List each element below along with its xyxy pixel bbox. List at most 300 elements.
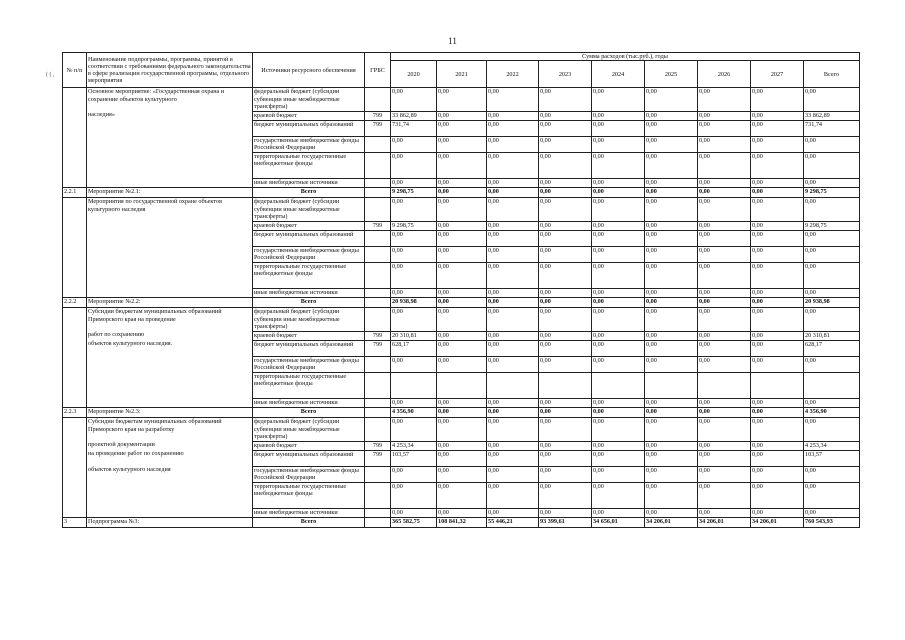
row-value: 0,00 bbox=[487, 356, 539, 372]
row-value: 0,00 bbox=[487, 399, 539, 408]
row-number bbox=[63, 308, 87, 408]
row-source: территориальные государственные внебюджетные фонды bbox=[253, 152, 365, 178]
row-value: 0,00 bbox=[437, 399, 487, 408]
row-value: 0,00 bbox=[698, 188, 751, 198]
row-value: 0,00 bbox=[391, 509, 437, 518]
row-value: 0,00 bbox=[698, 246, 751, 262]
row-value: 0,00 bbox=[539, 230, 592, 246]
row-value: 9 298,75 bbox=[804, 188, 860, 198]
row-value: 0,00 bbox=[437, 230, 487, 246]
row-value: 0,00 bbox=[437, 340, 487, 356]
row-value: 0,00 bbox=[698, 230, 751, 246]
row-value bbox=[391, 372, 437, 398]
row-source: иные внебюджетные источники bbox=[253, 179, 365, 188]
row-value: 33 862,89 bbox=[804, 111, 860, 120]
row-name-line: наследия» bbox=[88, 111, 115, 119]
row-number bbox=[63, 198, 87, 298]
row-value: 0,00 bbox=[437, 188, 487, 198]
row-value: 0,00 bbox=[751, 308, 804, 331]
row-name bbox=[87, 518, 253, 528]
row-value: 0,00 bbox=[592, 340, 645, 356]
row-name-line bbox=[88, 356, 251, 372]
row-grbs bbox=[365, 356, 391, 372]
row-value: 0,00 bbox=[751, 88, 804, 111]
row-value: 0,00 bbox=[437, 262, 487, 288]
row-value: 0,00 bbox=[487, 179, 539, 188]
row-value: 0,00 bbox=[437, 289, 487, 298]
row-value: 0,00 bbox=[437, 221, 487, 230]
row-value: 0,00 bbox=[751, 136, 804, 152]
row-number: 2.2.2 bbox=[63, 298, 87, 308]
row-value: 0,00 bbox=[539, 509, 592, 518]
row-value: 4 356,90 bbox=[391, 408, 437, 418]
row-name-line bbox=[88, 221, 251, 230]
margin-mark: ( ( , bbox=[46, 72, 55, 78]
row-name-line bbox=[88, 230, 251, 246]
header-source: Источники ресурсного обеспечения bbox=[253, 53, 365, 88]
row-grbs bbox=[365, 198, 391, 221]
row-value: 0,00 bbox=[698, 298, 751, 308]
row-name-line bbox=[88, 120, 251, 136]
row-value: 20 938,98 bbox=[391, 298, 437, 308]
row-value: 0,00 bbox=[592, 450, 645, 466]
row-value: 0,00 bbox=[391, 262, 437, 288]
row-value: 0,00 bbox=[592, 399, 645, 408]
row-value: 760 543,93 bbox=[804, 518, 860, 528]
row-value: 9 298,75 bbox=[391, 188, 437, 198]
row-name-line: объектов культурного наследия. bbox=[88, 340, 173, 348]
table-row bbox=[63, 408, 860, 418]
row-value: 4 253,34 bbox=[391, 441, 437, 450]
row-value: 0,00 bbox=[487, 509, 539, 518]
row-value: 0,00 bbox=[592, 111, 645, 120]
row-value: 0,00 bbox=[539, 136, 592, 152]
page-number: 11 bbox=[448, 36, 457, 46]
row-name-line: Подпрограмма №3: bbox=[88, 518, 140, 526]
row-number bbox=[63, 88, 87, 188]
row-value: 0,00 bbox=[751, 246, 804, 262]
row-value: 0,00 bbox=[592, 120, 645, 136]
row-value: 0,00 bbox=[391, 136, 437, 152]
row-value: 0,00 bbox=[437, 356, 487, 372]
row-grbs bbox=[365, 152, 391, 178]
row-name bbox=[87, 418, 253, 518]
row-grbs bbox=[365, 482, 391, 508]
row-value: 0,00 bbox=[487, 246, 539, 262]
row-grbs bbox=[365, 179, 391, 188]
row-source: государственные внебюджетные фонды Российской Федерации bbox=[253, 466, 365, 482]
row-value: 9 298,75 bbox=[804, 221, 860, 230]
row-value: 0,00 bbox=[698, 331, 751, 340]
row-value: 0,00 bbox=[437, 450, 487, 466]
row-value: 103,57 bbox=[391, 450, 437, 466]
row-value: 0,00 bbox=[751, 418, 804, 441]
row-value bbox=[539, 372, 592, 398]
row-value: 0,00 bbox=[751, 331, 804, 340]
row-value: 108 841,32 bbox=[437, 518, 487, 528]
row-value: 0,00 bbox=[592, 136, 645, 152]
row-value: 0,00 bbox=[539, 399, 592, 408]
row-value: 0,00 bbox=[487, 111, 539, 120]
row-source: иные внебюджетные источники bbox=[253, 399, 365, 408]
row-value: 0,00 bbox=[645, 230, 698, 246]
row-value: 0,00 bbox=[698, 88, 751, 111]
row-value: 0,00 bbox=[804, 418, 860, 441]
row-value: 0,00 bbox=[487, 418, 539, 441]
row-source: бюджет муниципальных образований bbox=[253, 230, 365, 246]
row-value: 0,00 bbox=[804, 356, 860, 372]
row-value: 0,00 bbox=[391, 88, 437, 111]
row-name-line bbox=[88, 262, 251, 288]
row-grbs: 799 bbox=[365, 120, 391, 136]
row-name-line bbox=[88, 508, 251, 517]
row-value: 0,00 bbox=[698, 418, 751, 441]
row-value: 0,00 bbox=[698, 221, 751, 230]
row-value: 0,00 bbox=[437, 466, 487, 482]
row-value: 0,00 bbox=[391, 466, 437, 482]
row-value: 0,00 bbox=[698, 136, 751, 152]
row-value: 0,00 bbox=[751, 120, 804, 136]
row-source: краевой бюджет bbox=[253, 441, 365, 450]
row-value: 0,00 bbox=[437, 509, 487, 518]
row-value: 0,00 bbox=[592, 230, 645, 246]
row-source: государственные внебюджетные фонды Российской Федерации bbox=[253, 136, 365, 152]
row-value: 0,00 bbox=[437, 198, 487, 221]
row-value: 0,00 bbox=[751, 262, 804, 288]
header-year: 2021 bbox=[437, 61, 487, 88]
row-value: 0,00 bbox=[698, 450, 751, 466]
row-value: 628,17 bbox=[804, 340, 860, 356]
row-value: 0,00 bbox=[698, 308, 751, 331]
row-grbs bbox=[365, 408, 391, 418]
row-value: 0,00 bbox=[645, 136, 698, 152]
row-value bbox=[804, 372, 860, 398]
row-value: 0,00 bbox=[592, 298, 645, 308]
row-value: 0,00 bbox=[645, 340, 698, 356]
row-grbs: 799 bbox=[365, 221, 391, 230]
row-source: Всего bbox=[253, 408, 365, 418]
row-value: 20 310,81 bbox=[804, 331, 860, 340]
row-name bbox=[87, 88, 253, 188]
row-source: территориальные государственные внебюджетные фонды bbox=[253, 372, 365, 398]
row-source: территориальные государственные внебюджетные фонды bbox=[253, 262, 365, 288]
row-value bbox=[645, 372, 698, 398]
row-value: 0,00 bbox=[804, 179, 860, 188]
row-value: 0,00 bbox=[751, 221, 804, 230]
row-value: 0,00 bbox=[645, 308, 698, 331]
row-value: 0,00 bbox=[751, 466, 804, 482]
row-grbs bbox=[365, 308, 391, 331]
row-grbs bbox=[365, 466, 391, 482]
row-value: 34 206,01 bbox=[698, 518, 751, 528]
row-value: 0,00 bbox=[592, 88, 645, 111]
row-value: 0,00 bbox=[592, 262, 645, 288]
row-value: 0,00 bbox=[487, 152, 539, 178]
row-value: 0,00 bbox=[487, 188, 539, 198]
row-value: 0,00 bbox=[751, 399, 804, 408]
row-source: иные внебюджетные источники bbox=[253, 289, 365, 298]
table-row bbox=[63, 418, 860, 441]
row-value: 0,00 bbox=[645, 298, 698, 308]
row-grbs bbox=[365, 518, 391, 528]
row-value: 0,00 bbox=[539, 356, 592, 372]
row-name bbox=[87, 408, 253, 418]
row-value bbox=[437, 372, 487, 398]
row-value: 34 206,01 bbox=[751, 518, 804, 528]
row-value: 0,00 bbox=[391, 198, 437, 221]
row-grbs: 799 bbox=[365, 441, 391, 450]
row-value: 0,00 bbox=[698, 179, 751, 188]
row-value: 0,00 bbox=[645, 198, 698, 221]
row-grbs: 799 bbox=[365, 111, 391, 120]
row-value: 731,74 bbox=[391, 120, 437, 136]
row-source: государственные внебюджетные фонды Российской Федерации bbox=[253, 356, 365, 372]
row-value: 0,00 bbox=[539, 198, 592, 221]
row-value: 0,00 bbox=[645, 356, 698, 372]
row-grbs bbox=[365, 418, 391, 441]
row-grbs bbox=[365, 262, 391, 288]
row-value: 0,00 bbox=[592, 466, 645, 482]
row-value: 0,00 bbox=[437, 298, 487, 308]
row-value: 0,00 bbox=[751, 450, 804, 466]
row-value: 0,00 bbox=[539, 340, 592, 356]
row-value: 0,00 bbox=[645, 289, 698, 298]
row-value: 33 862,89 bbox=[391, 111, 437, 120]
header-year: 2025 bbox=[645, 61, 698, 88]
row-value: 0,00 bbox=[437, 482, 487, 508]
row-value: 365 582,75 bbox=[391, 518, 437, 528]
row-value: 0,00 bbox=[645, 399, 698, 408]
row-value: 34 656,01 bbox=[592, 518, 645, 528]
row-grbs bbox=[365, 188, 391, 198]
row-value: 0,00 bbox=[539, 466, 592, 482]
row-grbs bbox=[365, 289, 391, 298]
row-value: 0,00 bbox=[698, 408, 751, 418]
row-value: 0,00 bbox=[751, 179, 804, 188]
row-number: 3 bbox=[63, 518, 87, 528]
row-value: 0,00 bbox=[437, 441, 487, 450]
row-value: 0,00 bbox=[804, 230, 860, 246]
expenses-table bbox=[62, 52, 860, 528]
row-value: 0,00 bbox=[751, 188, 804, 198]
table-row bbox=[63, 308, 860, 331]
header-name: Наименование подпрограммы, программы, принятой в соответствии с требованиями федерального законодательства в сфере реализации государственной программы, отдельного мероприятия bbox=[87, 53, 253, 88]
row-value: 0,00 bbox=[391, 399, 437, 408]
row-name-line: проектной документации bbox=[88, 441, 155, 449]
row-value: 0,00 bbox=[804, 246, 860, 262]
row-number bbox=[63, 418, 87, 518]
row-grbs bbox=[365, 372, 391, 398]
row-value: 0,00 bbox=[804, 152, 860, 178]
row-value: 0,00 bbox=[539, 111, 592, 120]
row-source: краевой бюджет bbox=[253, 111, 365, 120]
row-value: 0,00 bbox=[698, 262, 751, 288]
row-value: 0,00 bbox=[437, 308, 487, 331]
row-value: 0,00 bbox=[539, 262, 592, 288]
row-value: 0,00 bbox=[592, 418, 645, 441]
row-name-line: Субсидии бюджетам муниципальных образований Приморского края на проведение bbox=[88, 308, 222, 323]
row-name-line: Мероприятие №2.2: bbox=[88, 298, 141, 306]
row-name bbox=[87, 298, 253, 308]
row-number: 2.2.1 bbox=[63, 188, 87, 198]
row-value: 0,00 bbox=[698, 289, 751, 298]
row-value: 0,00 bbox=[539, 482, 592, 508]
row-value: 0,00 bbox=[487, 482, 539, 508]
row-value: 0,00 bbox=[539, 418, 592, 441]
row-value: 0,00 bbox=[645, 221, 698, 230]
row-value: 0,00 bbox=[592, 331, 645, 340]
row-name-line bbox=[88, 482, 251, 508]
row-name-line bbox=[88, 178, 251, 187]
row-value: 0,00 bbox=[539, 179, 592, 188]
row-value: 0,00 bbox=[751, 289, 804, 298]
row-value: 0,00 bbox=[437, 179, 487, 188]
row-value: 0,00 bbox=[437, 246, 487, 262]
row-value: 20 938,98 bbox=[804, 298, 860, 308]
row-source: федеральный бюджет (субсидии субвенции иные межбюджетные трансферты) bbox=[253, 418, 365, 441]
row-value: 0,00 bbox=[487, 221, 539, 230]
row-name bbox=[87, 188, 253, 198]
row-value: 4 356,90 bbox=[804, 408, 860, 418]
row-grbs bbox=[365, 509, 391, 518]
row-grbs bbox=[365, 399, 391, 408]
row-value: 0,00 bbox=[487, 450, 539, 466]
row-grbs bbox=[365, 136, 391, 152]
row-value: 0,00 bbox=[539, 88, 592, 111]
row-name bbox=[87, 308, 253, 408]
row-name-line: Субсидии бюджетам муниципальных образований Приморского края на разработку bbox=[88, 418, 222, 433]
row-value: 0,00 bbox=[698, 198, 751, 221]
row-value: 0,00 bbox=[539, 331, 592, 340]
row-name-line bbox=[88, 136, 251, 152]
row-value: 0,00 bbox=[804, 466, 860, 482]
row-value: 0,00 bbox=[539, 441, 592, 450]
table-row bbox=[63, 298, 860, 308]
row-value: 0,00 bbox=[437, 111, 487, 120]
row-value: 0,00 bbox=[437, 418, 487, 441]
row-source: бюджет муниципальных образований bbox=[253, 340, 365, 356]
row-name-line bbox=[88, 398, 251, 407]
row-value: 0,00 bbox=[751, 152, 804, 178]
row-value: 0,00 bbox=[487, 441, 539, 450]
row-value: 0,00 bbox=[804, 88, 860, 111]
row-value: 0,00 bbox=[804, 399, 860, 408]
row-value: 0,00 bbox=[645, 466, 698, 482]
row-value: 0,00 bbox=[751, 482, 804, 508]
row-value: 0,00 bbox=[645, 88, 698, 111]
header-year: 2020 bbox=[391, 61, 437, 88]
row-value: 0,00 bbox=[391, 482, 437, 508]
header-year: 2024 bbox=[592, 61, 645, 88]
row-value: 0,00 bbox=[539, 289, 592, 298]
row-name-line bbox=[88, 372, 251, 398]
row-value: 0,00 bbox=[487, 408, 539, 418]
header-sum-title: Сумма расходов (тыс.руб.), годы bbox=[391, 53, 860, 61]
row-value: 0,00 bbox=[592, 441, 645, 450]
row-source: Всего bbox=[253, 518, 365, 528]
row-value: 0,00 bbox=[437, 136, 487, 152]
row-grbs bbox=[365, 88, 391, 111]
row-name bbox=[87, 198, 253, 298]
row-value: 0,00 bbox=[487, 308, 539, 331]
row-value: 0,00 bbox=[487, 340, 539, 356]
row-value: 0,00 bbox=[804, 289, 860, 298]
row-value: 0,00 bbox=[592, 198, 645, 221]
row-value: 0,00 bbox=[487, 136, 539, 152]
row-value: 0,00 bbox=[698, 466, 751, 482]
row-value: 0,00 bbox=[391, 356, 437, 372]
row-value: 0,00 bbox=[645, 179, 698, 188]
header-year: 2022 bbox=[487, 61, 539, 88]
row-value: 0,00 bbox=[645, 120, 698, 136]
row-source: бюджет муниципальных образований bbox=[253, 450, 365, 466]
row-value: 0,00 bbox=[804, 308, 860, 331]
row-value: 0,00 bbox=[539, 246, 592, 262]
row-value: 0,00 bbox=[539, 308, 592, 331]
header-year: Всего bbox=[804, 61, 860, 88]
row-value: 0,00 bbox=[804, 198, 860, 221]
table-row bbox=[63, 518, 860, 528]
row-value: 0,00 bbox=[751, 356, 804, 372]
row-value: 0,00 bbox=[487, 262, 539, 288]
row-value: 0,00 bbox=[592, 408, 645, 418]
row-value: 0,00 bbox=[645, 509, 698, 518]
row-value: 628,17 bbox=[391, 340, 437, 356]
row-value: 0,00 bbox=[487, 466, 539, 482]
row-value: 34 206,01 bbox=[645, 518, 698, 528]
row-source: бюджет муниципальных образований bbox=[253, 120, 365, 136]
row-value: 0,00 bbox=[592, 246, 645, 262]
row-value: 103,57 bbox=[804, 450, 860, 466]
row-value: 0,00 bbox=[592, 179, 645, 188]
row-value: 0,00 bbox=[487, 120, 539, 136]
row-value: 0,00 bbox=[645, 111, 698, 120]
row-value: 0,00 bbox=[592, 509, 645, 518]
row-value: 93 399,61 bbox=[539, 518, 592, 528]
row-value: 0,00 bbox=[539, 298, 592, 308]
row-source: иные внебюджетные источники bbox=[253, 509, 365, 518]
row-value: 0,00 bbox=[698, 152, 751, 178]
row-value: 0,00 bbox=[487, 289, 539, 298]
row-name-line: работ по сохранению bbox=[88, 331, 145, 339]
row-value: 0,00 bbox=[751, 441, 804, 450]
row-value: 0,00 bbox=[592, 308, 645, 331]
row-value: 0,00 bbox=[751, 298, 804, 308]
row-value: 0,00 bbox=[698, 356, 751, 372]
row-source: федеральный бюджет (субсидии субвенции иные межбюджетные трансферты) bbox=[253, 198, 365, 221]
row-value: 0,00 bbox=[645, 262, 698, 288]
row-source: Всего bbox=[253, 188, 365, 198]
row-value: 0,00 bbox=[437, 88, 487, 111]
row-value: 731,74 bbox=[804, 120, 860, 136]
row-value: 0,00 bbox=[592, 356, 645, 372]
row-source: Всего bbox=[253, 298, 365, 308]
row-value: 0,00 bbox=[391, 289, 437, 298]
row-value: 0,00 bbox=[751, 509, 804, 518]
row-grbs bbox=[365, 246, 391, 262]
row-value: 0,00 bbox=[592, 188, 645, 198]
row-value: 0,00 bbox=[751, 111, 804, 120]
row-value: 0,00 bbox=[751, 340, 804, 356]
row-source: государственные внебюджетные фонды Российской Федерации bbox=[253, 246, 365, 262]
row-source: федеральный бюджет (субсидии субвенции иные межбюджетные трансферты) bbox=[253, 308, 365, 331]
row-value: 0,00 bbox=[539, 408, 592, 418]
row-grbs: 799 bbox=[365, 450, 391, 466]
row-value: 0,00 bbox=[487, 230, 539, 246]
row-source: краевой бюджет bbox=[253, 331, 365, 340]
row-value: 0,00 bbox=[751, 408, 804, 418]
row-value: 0,00 bbox=[645, 441, 698, 450]
